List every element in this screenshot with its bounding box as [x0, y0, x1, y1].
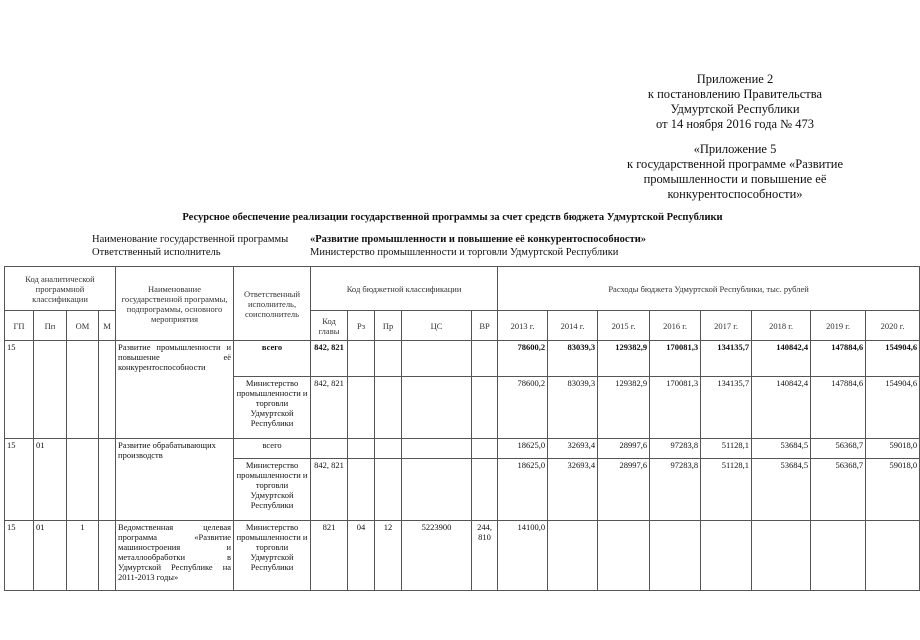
- cell-executor: Министерство промышленности и торговли Удмуртской Республики: [234, 377, 311, 439]
- cell-name: Развитие обрабатывающих производств: [116, 439, 234, 521]
- cell-value: [752, 521, 811, 591]
- header-year: 2018 г.: [752, 311, 811, 341]
- cell-cs: [402, 439, 472, 459]
- cell-value: 83039,3: [548, 341, 598, 377]
- cell-cs: 5223900: [402, 521, 472, 591]
- cell-value: 56368,7: [811, 439, 866, 459]
- cell-rz: [348, 439, 375, 459]
- header-year: 2014 г.: [548, 311, 598, 341]
- header-gp: ГП: [5, 311, 34, 341]
- cell-vr: [472, 341, 498, 377]
- budget-table: [4, 266, 920, 591]
- cell-pp: 01: [34, 439, 67, 521]
- cell-vr: [472, 459, 498, 521]
- cell-pr: 12: [375, 521, 402, 591]
- cell-value: 147884,6: [811, 341, 866, 377]
- meta-values: [310, 233, 646, 259]
- cell-value: 18625,0: [498, 439, 548, 459]
- header-budget-class: Код бюджетной классификации: [311, 267, 498, 311]
- annex-2-line: Приложение 2: [696, 72, 774, 86]
- cell-om: [67, 341, 99, 439]
- header-year: 2019 г.: [811, 311, 866, 341]
- cell-kod: 821: [311, 521, 348, 591]
- header-om: ОМ: [67, 311, 99, 341]
- header-rz: Рз: [348, 311, 375, 341]
- cell-gp: 15: [5, 521, 34, 591]
- cell-value: 97283,8: [650, 439, 701, 459]
- cell-pr: [375, 439, 402, 459]
- table-row: [5, 521, 920, 591]
- cell-executor: Министерство промышленности и торговли Удмуртской Республики: [234, 459, 311, 521]
- cell-value: 78600,2: [498, 341, 548, 377]
- cell-value: 147884,6: [811, 377, 866, 439]
- cell-value: 51128,1: [701, 439, 752, 459]
- cell-value: 53684,5: [752, 459, 811, 521]
- cell-name: Развитие промышленности и повышение её конкурентоспособности: [116, 341, 234, 439]
- header-executor: Ответственный исполнитель, соисполнитель: [234, 267, 311, 341]
- executor-label: Ответственный исполнитель: [92, 247, 221, 258]
- cell-value: 53684,5: [752, 439, 811, 459]
- cell-pr: [375, 459, 402, 521]
- cell-value: [811, 521, 866, 591]
- header-code: Код аналитической программной классификации: [5, 267, 116, 311]
- cell-value: 59018,0: [866, 459, 920, 521]
- annex-5-line: к государственной программе «Развитие: [627, 157, 843, 171]
- cell-value: 56368,7: [811, 459, 866, 521]
- header-expenses: Расходы бюджета Удмуртской Республики, тыс. рублей: [498, 267, 920, 311]
- header-pp: Пп: [34, 311, 67, 341]
- cell-kod: [311, 439, 348, 459]
- table-row: [5, 439, 920, 459]
- cell-vr: [472, 377, 498, 439]
- cell-pr: [375, 377, 402, 439]
- cell-value: 134135,7: [701, 341, 752, 377]
- header-year: 2016 г.: [650, 311, 701, 341]
- cell-cs: [402, 377, 472, 439]
- cell-rz: 04: [348, 521, 375, 591]
- annex-2-line: к постановлению Правительства: [647, 87, 823, 101]
- cell-vr: 244, 810: [472, 521, 498, 591]
- annex-2-line: Удмуртской Республики: [670, 102, 800, 116]
- table-row: [5, 341, 920, 377]
- cell-value: 59018,0: [866, 439, 920, 459]
- header-year: 2020 г.: [866, 311, 920, 341]
- cell-value: 134135,7: [701, 377, 752, 439]
- cell-kod: 842, 821: [311, 377, 348, 439]
- header-pr: Пр: [375, 311, 402, 341]
- annex-5-line: промышленности и повышение её: [643, 172, 827, 186]
- cell-m: [99, 341, 116, 439]
- cell-value: [548, 521, 598, 591]
- cell-name: Ведомственная целевая программа «Развитие машиностроения и металлообработки в Удмуртской Республике на 2011-2013 годы»: [116, 521, 234, 591]
- cell-kod: 842, 821: [311, 459, 348, 521]
- cell-om: 1: [67, 521, 99, 591]
- cell-vr: [472, 439, 498, 459]
- cell-value: [598, 521, 650, 591]
- header-cs: ЦС: [402, 311, 472, 341]
- annex-2-line: от 14 ноября 2016 года № 473: [656, 117, 814, 131]
- cell-rz: [348, 341, 375, 377]
- cell-executor: Министерство промышленности и торговли Удмуртской Республики: [234, 521, 311, 591]
- cell-value: 140842,4: [752, 377, 811, 439]
- cell-value: [650, 521, 701, 591]
- header-kod-glavy: Код главы: [311, 311, 348, 341]
- cell-value: 83039,3: [548, 377, 598, 439]
- cell-value: 32693,4: [548, 459, 598, 521]
- cell-m: [99, 521, 116, 591]
- cell-pp: [34, 341, 67, 439]
- cell-gp: 15: [5, 439, 34, 521]
- document-title: Ресурсное обеспечение реализации государственной программы за счет средств бюджета Удмуртской Республики: [182, 212, 723, 223]
- cell-value: 32693,4: [548, 439, 598, 459]
- cell-kod: 842, 821: [311, 341, 348, 377]
- cell-value: 18625,0: [498, 459, 548, 521]
- cell-value: 154904,6: [866, 377, 920, 439]
- cell-gp: 15: [5, 341, 34, 439]
- cell-rz: [348, 377, 375, 439]
- cell-executor: всего: [234, 341, 311, 377]
- cell-value: [866, 521, 920, 591]
- cell-value: 154904,6: [866, 341, 920, 377]
- cell-value: [701, 521, 752, 591]
- cell-value: 51128,1: [701, 459, 752, 521]
- cell-value: 97283,8: [650, 459, 701, 521]
- executor-value: Министерство промышленности и торговли Удмуртской Республики: [310, 247, 619, 258]
- header-year: 2015 г.: [598, 311, 650, 341]
- cell-value: 28997,6: [598, 459, 650, 521]
- meta-labels: [92, 233, 288, 259]
- header-year: 2013 г.: [498, 311, 548, 341]
- cell-cs: [402, 459, 472, 521]
- cell-rz: [348, 459, 375, 521]
- cell-value: 140842,4: [752, 341, 811, 377]
- cell-value: 28997,6: [598, 439, 650, 459]
- cell-value: 78600,2: [498, 377, 548, 439]
- cell-value: 14100,0: [498, 521, 548, 591]
- cell-pr: [375, 341, 402, 377]
- cell-value: 170081,3: [650, 341, 701, 377]
- annex-2-block: [600, 72, 870, 132]
- header-year: 2017 г.: [701, 311, 752, 341]
- program-label: Наименование государственной программы: [92, 234, 289, 245]
- header-name: Наименование государственной программы, подпрограммы, основного мероприятия: [116, 267, 234, 341]
- cell-om: [67, 439, 99, 521]
- cell-executor: всего: [234, 439, 311, 459]
- cell-value: 129382,9: [598, 377, 650, 439]
- header-vr: ВР: [472, 311, 498, 341]
- cell-pp: 01: [34, 521, 67, 591]
- cell-cs: [402, 341, 472, 377]
- header-m: М: [99, 311, 116, 341]
- annex-5-line: «Приложение 5: [693, 142, 777, 156]
- cell-m: [99, 439, 116, 521]
- cell-value: 170081,3: [650, 377, 701, 439]
- cell-value: 129382,9: [598, 341, 650, 377]
- annex-5-line: конкурентоспособности»: [667, 187, 803, 201]
- annex-5-block: [600, 142, 870, 202]
- program-value: «Развитие промышленности и повышение её конкурентоспособности»: [310, 234, 647, 245]
